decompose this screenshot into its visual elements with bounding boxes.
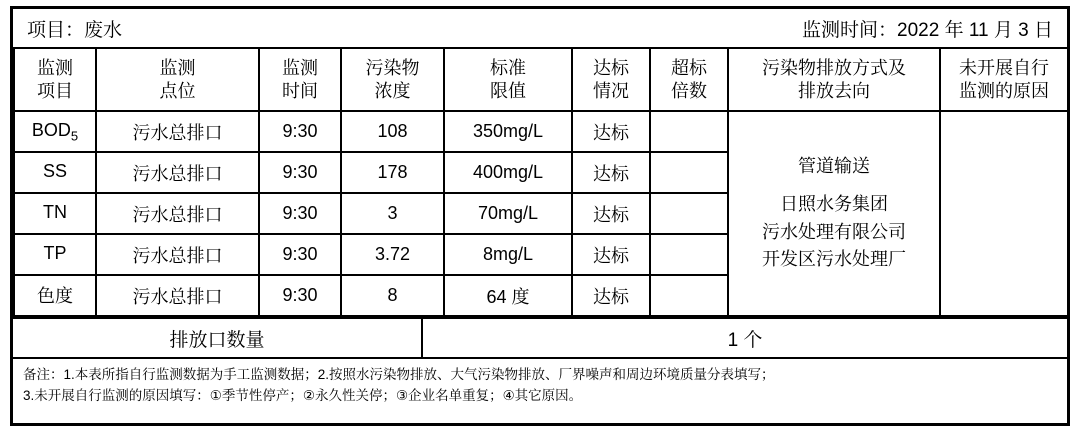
col-header-concentration: 污染物 浓度	[341, 49, 444, 111]
cell-site: 污水总排口	[96, 275, 259, 316]
cell-concentration: 8	[341, 275, 444, 316]
discharge-line-2: 日照水务集团	[780, 193, 888, 214]
notes-line-1: 备注：1.本表所指自行监测数据为手工监测数据；2.按照水污染物排放、大气污染物排放、厂界噪声和周边环境质量分表填写；	[23, 367, 775, 382]
table-header-row	[14, 49, 1068, 111]
cell-exceed	[650, 234, 728, 275]
notes-line-2: 3.未开展自行监测的原因填写：①季节性停产；②永久性关停；③企业名单重复；④其它原因。	[23, 387, 583, 403]
cell-exceed	[650, 111, 728, 152]
monitoring-report-sheet	[10, 6, 1070, 426]
cell-exceed	[650, 275, 728, 316]
col-header-no-monitoring-reason: 未开展自行 监测的原因	[940, 49, 1068, 111]
cell-exceed	[650, 193, 728, 234]
cell-site: 污水总排口	[96, 152, 259, 193]
cell-time: 9:30	[259, 111, 341, 152]
notes-section	[13, 359, 1067, 423]
cell-concentration: 3.72	[341, 234, 444, 275]
cell-compliance: 达标	[572, 152, 650, 193]
cell-compliance: 达标	[572, 275, 650, 316]
table-row	[14, 111, 1068, 152]
discharge-line-4: 开发区污水处理厂	[762, 249, 906, 270]
cell-no-monitoring-reason	[940, 111, 1068, 316]
discharge-line-3: 污水处理有限公司	[762, 221, 906, 242]
monitoring-time-label: 监测时间：2022 年 11 月 3 日	[802, 19, 1053, 41]
cell-discharge-method	[728, 111, 940, 316]
discharge-line-1: 管道输送	[798, 155, 870, 176]
monitoring-data-table	[13, 49, 1069, 317]
cell-item: $BOD_5$	[14, 111, 96, 152]
cell-limit: 350mg/L	[444, 111, 572, 152]
sheet-header	[13, 9, 1067, 49]
cell-compliance: 达标	[572, 111, 650, 152]
discharge-spacer	[731, 181, 937, 191]
cell-site: 污水总排口	[96, 193, 259, 234]
cell-item: SS	[14, 152, 96, 193]
cell-compliance: 达标	[572, 234, 650, 275]
cell-item: TP	[14, 234, 96, 275]
cell-limit: 70mg/L	[444, 193, 572, 234]
cell-time: 9:30	[259, 152, 341, 193]
col-header-discharge: 污染物排放方式及 排放去向	[728, 49, 940, 111]
cell-limit: 64 度	[444, 275, 572, 316]
col-header-time: 监测 时间	[259, 49, 341, 111]
outlet-count-row	[13, 317, 1067, 359]
cell-item-subscript: 5	[70, 128, 79, 144]
cell-item: 色度	[14, 275, 96, 316]
project-label: 项目：废水	[27, 19, 123, 41]
col-header-item: 监测 项目	[14, 49, 96, 111]
cell-site: 污水总排口	[96, 111, 259, 152]
data-table-wrapper	[13, 49, 1067, 317]
cell-site: 污水总排口	[96, 234, 259, 275]
cell-time: 9:30	[259, 275, 341, 316]
cell-exceed	[650, 152, 728, 193]
outlet-count-label: 排放口数量	[13, 319, 423, 357]
cell-item: TN	[14, 193, 96, 234]
cell-concentration: 178	[341, 152, 444, 193]
cell-limit: 8mg/L	[444, 234, 572, 275]
col-header-exceed: 超标 倍数	[650, 49, 728, 111]
cell-limit: 400mg/L	[444, 152, 572, 193]
outlet-count-value: 1 个	[727, 329, 763, 351]
cell-concentration: 108	[341, 111, 444, 152]
cell-time: 9:30	[259, 234, 341, 275]
col-header-limit: 标准 限值	[444, 49, 572, 111]
cell-concentration: 3	[341, 193, 444, 234]
col-header-site: 监测 点位	[96, 49, 259, 111]
cell-compliance: 达标	[572, 193, 650, 234]
cell-time: 9:30	[259, 193, 341, 234]
col-header-compliance: 达标 情况	[572, 49, 650, 111]
